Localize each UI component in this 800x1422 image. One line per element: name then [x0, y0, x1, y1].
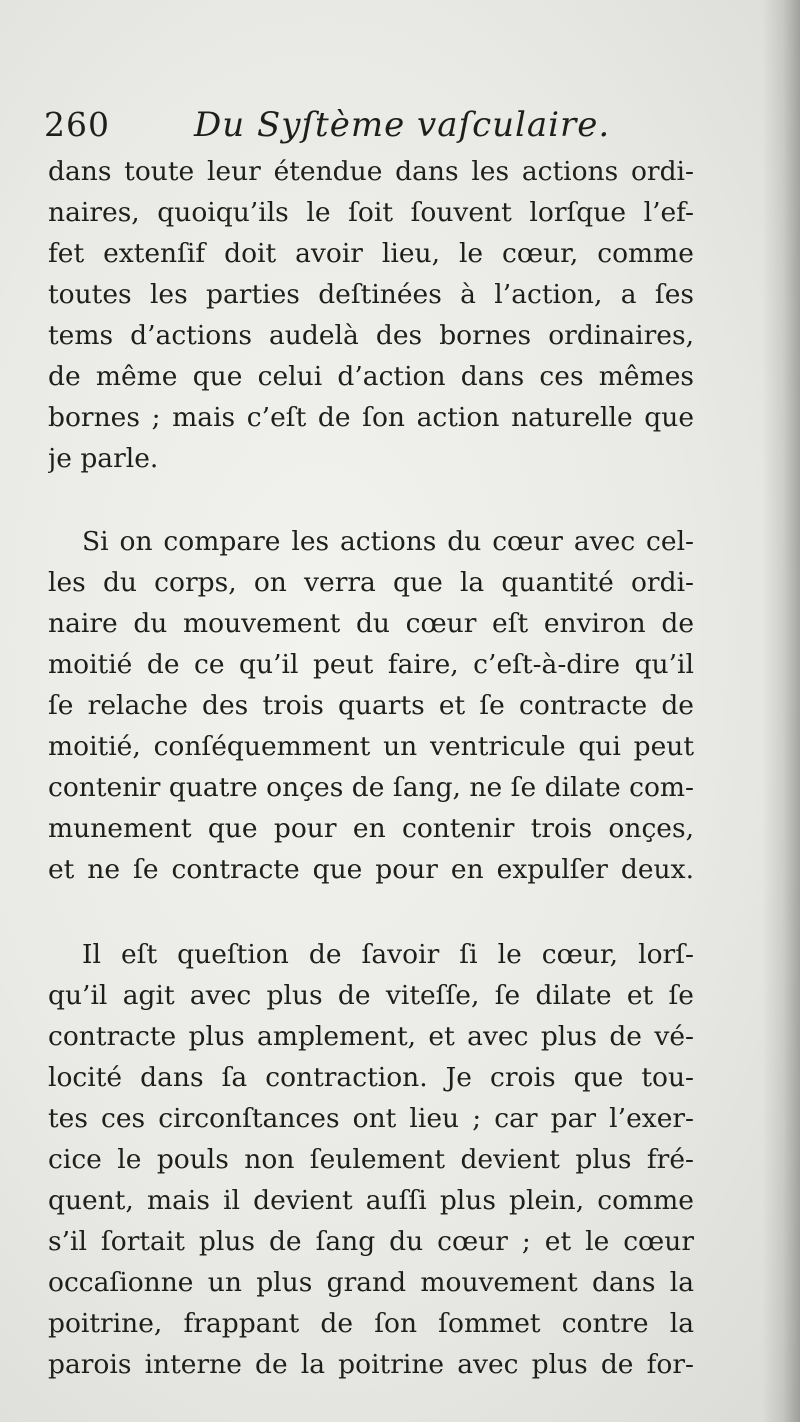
text-line: contracte plus amplement, et avec plus de vé- [48, 1021, 694, 1052]
text-line: ſe relache des trois quarts et ſe contracte de [48, 690, 694, 721]
spine-shadow [762, 0, 800, 1422]
text-line: poitrine, frappant de ſon ſommet contre la [48, 1308, 694, 1339]
text-line: Il eſt queſtion de ſavoir ſi le cœur, lorſ- [82, 939, 694, 970]
text-line: locité dans ſa contraction. Je crois que tou- [48, 1062, 694, 1093]
text-line: Si on compare les actions du cœur avec cel- [82, 526, 694, 557]
text-line: tes ces circonſtances ont lieu ; car par l’exer- [48, 1103, 694, 1134]
text-line: toutes les parties deſtinées à l’action, a ſes [48, 279, 694, 310]
text-line: cice le pouls non ſeulement devient plus fré- [48, 1144, 694, 1175]
text-line: parois interne de la poitrine avec plus de for- [48, 1349, 694, 1380]
text-line: quent, mais il devient auſſi plus plein, comme [48, 1185, 694, 1216]
page-number: 260 [44, 105, 110, 144]
running-title: Du Syſtème vaſculaire. [194, 105, 611, 145]
text-line: de même que celui d’action dans ces mêmes [48, 361, 694, 392]
text-line: tems d’actions audelà des bornes ordinaires, [48, 320, 694, 351]
text-line: bornes ; mais c’eſt de ſon action naturelle que [48, 402, 694, 433]
text-line: occaſionne un plus grand mouvement dans la [48, 1267, 694, 1298]
text-line: contenir quatre onçes de ſang, ne ſe dilate com- [48, 772, 694, 803]
text-line: et ne ſe contracte que pour en expulſer deux. [48, 854, 694, 885]
text-line: les du corps, on verra que la quantité ordi- [48, 567, 694, 598]
text-line: qu’il agit avec plus de viteſſe, ſe dilate et ſe [48, 980, 694, 1011]
text-line: naire du mouvement du cœur eſt environ de [48, 608, 694, 639]
text-line: fet extenſif doit avoir lieu, le cœur, comme [48, 238, 694, 269]
text-line: dans toute leur étendue dans les actions ordi- [48, 156, 694, 187]
text-line: s’il ſortait plus de ſang du cœur ; et le cœur [48, 1226, 694, 1257]
running-head [44, 100, 744, 150]
text-line: naires, quoiqu’ils le ſoit ſouvent lorſque l’ef- [48, 197, 694, 228]
text-line: moitié, conſéquemment un ventricule qui peut [48, 731, 694, 762]
text-line: je parle. [48, 443, 159, 474]
text-line: munement que pour en contenir trois onçes, [48, 813, 694, 844]
text-line: moitié de ce qu’il peut faire, c’eſt-à-dire qu’il [48, 649, 694, 680]
